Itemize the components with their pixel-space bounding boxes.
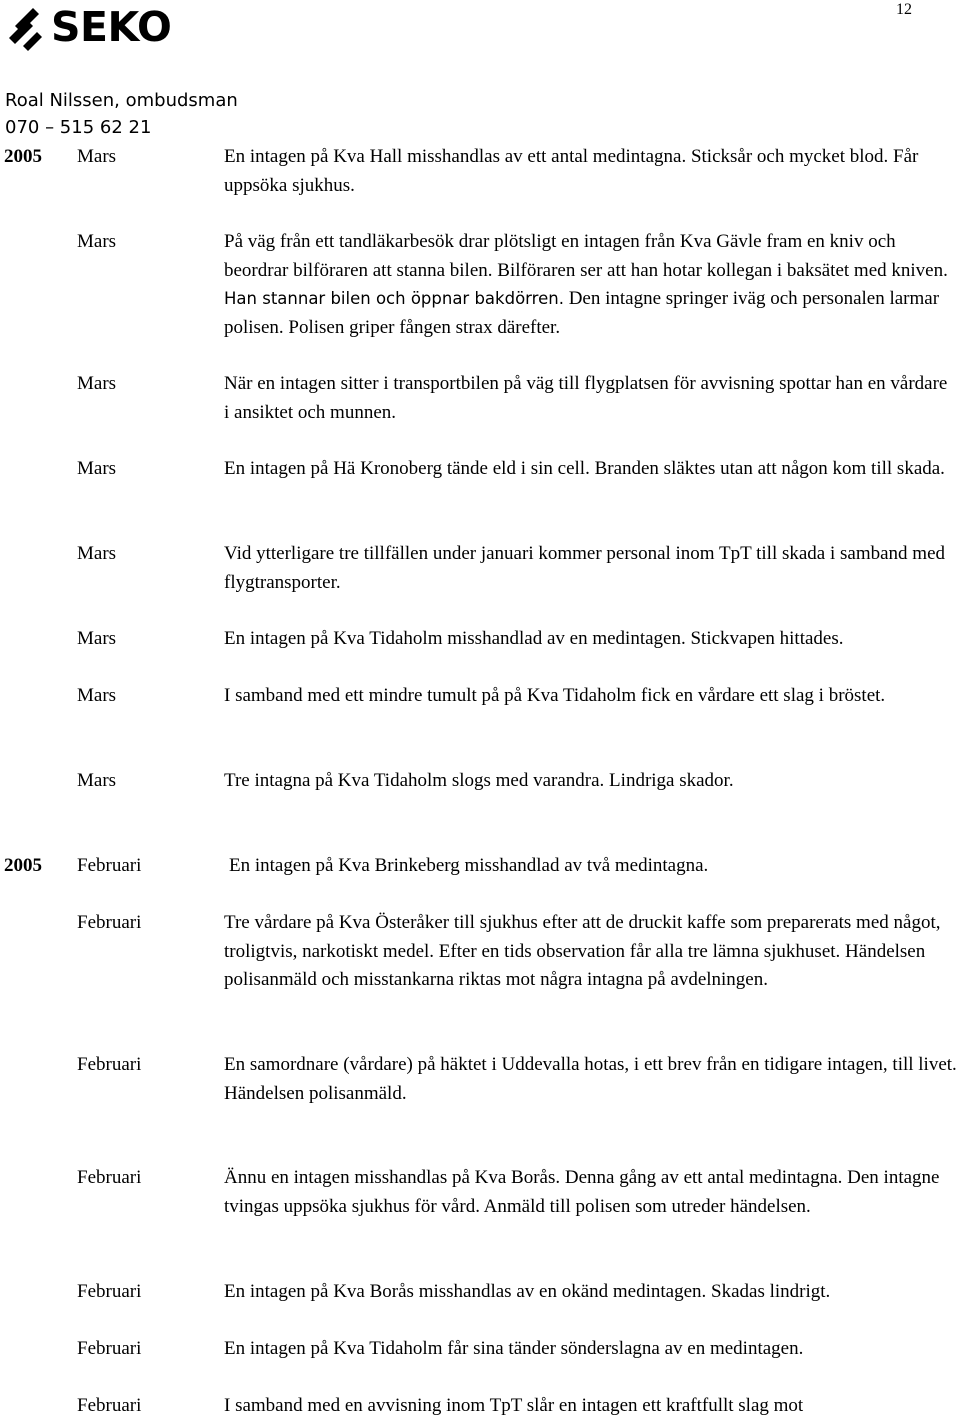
entry-month: Mars (77, 770, 117, 791)
entry-text: I samband med en avvisning inom TpT slår en intagen ett kraftfullt slag mot (224, 1395, 804, 1416)
entry-text: En intagen på Kva Tidaholm misshandlad av en medintagen. Stickvapen hittades. (224, 628, 844, 649)
entry-month: Februari (77, 1167, 142, 1188)
logo-text: SEKO (51, 3, 172, 51)
entry-year: 2005 (4, 855, 42, 876)
page-number: 12 (896, 1, 912, 18)
entry-month: Februari (77, 1395, 142, 1416)
entry-text-part: På väg från ett tandläkarbesök drar plötsligt en intagen från Kva Gävle fram en kniv och beordrar bilföraren att stanna bilen. Bilföraren ser att han hotar kollegan i baksätet med kniven. (224, 231, 948, 281)
entry-text-part: Han stannar bilen och öppnar bakdörren. (224, 289, 564, 308)
entry-month: Februari (77, 1338, 142, 1359)
entry-text: I samband med ett mindre tumult på på Kva Tidaholm fick en vårdare ett slag i bröstet. (224, 685, 886, 706)
contact-name: Roal Nilssen, ombudsman (5, 90, 238, 111)
page-header (0, 0, 960, 142)
entry-month: Februari (77, 912, 142, 933)
entry-text-part: Den intagne springer iväg och personalen larmar polisen. Polisen griper fången strax därefter. (224, 288, 940, 338)
entry-text: Tre intagna på Kva Tidaholm slogs med varandra. Lindriga skador. (224, 770, 734, 791)
entry-text: En intagen på Kva Hall misshandlas av ett antal medintagna. Sticksår och mycket blod. Får uppsöka sjukhus. (224, 146, 919, 196)
entry-month: Mars (77, 628, 117, 649)
entry-month: Februari (77, 855, 142, 876)
seko-logo-icon (5, 2, 49, 52)
entry-text: När en intagen sitter i transportbilen på väg till flygplatsen för avvisning spottar han en vårdare i ansiktet och munnen. (224, 373, 948, 423)
entry-text: En intagen på Kva Brinkeberg misshandlad av två medintagna. (229, 855, 709, 876)
entry-month: Mars (77, 685, 117, 706)
entry-text: En intagen på Hä Kronoberg tände eld i sin cell. Branden släktes utan att någon kom till skada. (224, 458, 945, 479)
entry-month: Februari (77, 1281, 142, 1302)
entry-month: Mars (77, 543, 117, 564)
contact-phone: 070 – 515 62 21 (5, 117, 152, 138)
entry-month: Februari (77, 1054, 142, 1075)
entry-month: Mars (77, 231, 117, 252)
entry-month: Mars (77, 458, 117, 479)
entry-text: En intagen på Kva Borås misshandlas av en okänd medintagen. Skadas lindrigt. (224, 1281, 831, 1302)
entry-month: Mars (77, 146, 117, 167)
entry-text: Tre vårdare på Kva Österåker till sjukhus efter att de druckit kaffe som preparerats med något, troligtvis, narkotiskt medel. Efter en tids observation får alla tre lämna sjukhuset. Händelsen polisanmäld och misstankarna riktas mot några intagna på avdelningen. (224, 912, 941, 990)
entry-month: Mars (77, 373, 117, 394)
entry-text: Ännu en intagen misshandlas på Kva Borås. Denna gång av ett antal medintagna. Den intagne tvingas uppsöka sjukhus för vård. Anmäld till polisen som utreder händelsen. (224, 1167, 940, 1217)
entry-text: En samordnare (vårdare) på häktet i Uddevalla hotas, i ett brev från en tidigare intagen, till livet. Händelsen polisanmäld. (224, 1054, 957, 1104)
entry-text: En intagen på Kva Tidaholm får sina tänder sönderslagna av en medintagen. (224, 1338, 804, 1359)
entry-text (224, 228, 957, 342)
entry-year: 2005 (4, 146, 42, 167)
entry-text: Vid ytterligare tre tillfällen under januari kommer personal inom TpT till skada i samband med flygtransporter. (224, 543, 946, 593)
